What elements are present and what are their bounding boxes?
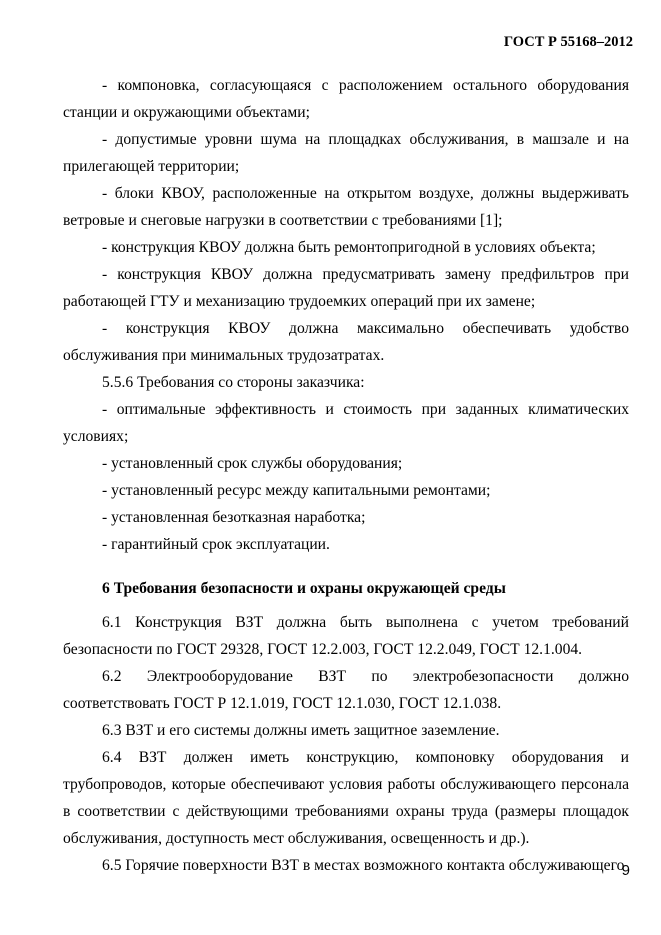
clause-paragraph: 5.5.6 Требования со стороны заказчика: bbox=[102, 374, 365, 391]
list-item: - компоновка, согласующаяся с расположением остального оборудования станции и окружающими объектами; bbox=[63, 77, 629, 121]
document-header: ГОСТ Р 55168–2012 bbox=[503, 34, 633, 50]
list-item: - гарантийный срок эксплуатации. bbox=[102, 536, 330, 553]
clause-paragraph: 6.5 Горячие поверхности ВЗТ в местах возможного контакта обслуживающего bbox=[102, 857, 625, 874]
list-item: - блоки КВОУ, расположенные на открытом воздухе, должны выдерживать ветровые и снеговые нагрузки в соответствии с требованиями [1]; bbox=[63, 185, 629, 229]
page-number: 9 bbox=[621, 862, 630, 879]
list-item: - конструкция КВОУ должна максимально обеспечивать удобство обслуживания при минимальных трудозатратах. bbox=[63, 320, 629, 364]
document-body bbox=[63, 72, 629, 879]
list-item: - конструкция КВОУ должна предусматривать замену предфильтров при работающей ГТУ и механизацию трудоемких операций при их замене; bbox=[63, 266, 629, 310]
section-heading: 6 Требования безопасности и охраны окружающей среды bbox=[102, 580, 506, 597]
list-item: - допустимые уровни шума на площадках обслуживания, в машзале и на прилегающей территории; bbox=[63, 131, 629, 175]
clause-paragraph: 6.2 Электрооборудование ВЗТ по электробезопасности должно соответствовать ГОСТ Р 12.1.019, ГОСТ 12.1.030, ГОСТ 12.1.038. bbox=[63, 668, 629, 712]
clause-paragraph: 6.4 ВЗТ должен иметь конструкцию, компоновку оборудования и трубопроводов, которые обеспечивают условия работы обслуживающего персонала в соответствии с действующими требованиями охраны труда (размеры площадок обслуживания, доступность мест обслуживания, освещенность и др.). bbox=[63, 749, 629, 847]
clause-paragraph: 6.1 Конструкция ВЗТ должна быть выполнена с учетом требований безопасности по ГОСТ 29328, ГОСТ 12.2.003, ГОСТ 12.2.049, ГОСТ 12.1.004. bbox=[63, 614, 629, 658]
clause-paragraph: 6.3 ВЗТ и его системы должны иметь защитное заземление. bbox=[102, 722, 500, 739]
list-item: - оптимальные эффективность и стоимость при заданных климатических условиях; bbox=[63, 401, 629, 445]
list-item: - установленная безотказная наработка; bbox=[102, 509, 366, 526]
list-item: - установленный ресурс между капитальными ремонтами; bbox=[102, 482, 491, 499]
list-item: - конструкция КВОУ должна быть ремонтопригодной в условиях объекта; bbox=[102, 239, 596, 256]
list-item: - установленный срок службы оборудования; bbox=[102, 455, 403, 472]
